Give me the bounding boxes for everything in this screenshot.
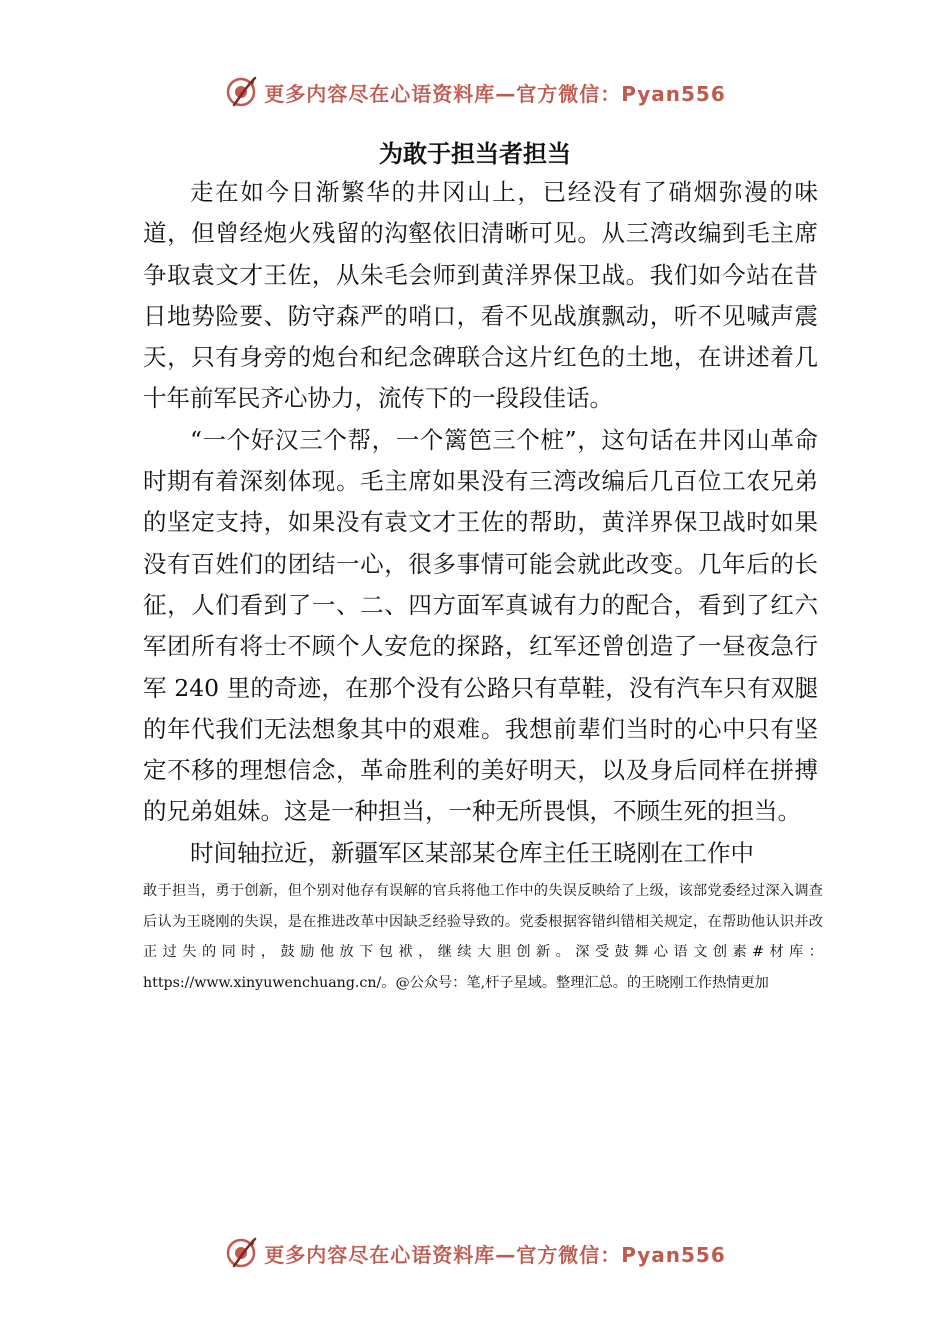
footer-banner (0, 1233, 950, 1273)
paragraph-2: “一个好汉三个帮，一个篱笆三个桩”，这句话在井冈山革命时期有着深刻体现。毛主席如果没有三湾改编后几百位工农兄弟的坚定支持，如果没有袁文才王佐的帮助，黄洋界保卫战时如果没有百姓们的团结一心，很多事情可能会就此改变。几年后的长征，人们看到了一、二、四方面军真诚有力的配合，看到了红六军团所有将士不顾个人安危的探路，红军还曾创造了一昼夜急行军 240 里的奇迹，在那个没有公路只有草鞋，没有汽车只有双腿的年代我们无法想象其中的艰难。我想前辈们当时的心中只有坚定不移的理想信念，革命胜利的美好明天，以及身后同样在拼搏的兄弟姐妹。这是一种担当，一种无所畏惧，不顾生死的担当。 (143, 425, 818, 826)
header-banner-content (224, 75, 726, 109)
header-banner-text: 更多内容尽在心语资料库—官方微信：Pyan556 (264, 81, 726, 106)
paragraph-1: 走在如今日渐繁华的井冈山上，已经没有了硝烟弥漫的味道，但曾经炮火残留的沟壑依旧清晰可见。从三湾改编到毛主席争取袁文才王佐，从朱毛会师到黄洋界保卫战。我们如今站在昔日地势险要、防守森严的哨口，看不见战旗飘动，听不见喊声震天，只有身旁的炮台和纪念碑联合这片红色的土地，在讲述着几十年前军民齐心协力，流传下的一段段佳话。 (143, 178, 818, 413)
document-title: 为敢于担当者担当 (379, 140, 571, 168)
small-print-paragraph: 敢于担当，勇于创新，但个别对他存有误解的官兵将他工作中的失误反映给了上级，该部党委经过深入调查后认为王晓刚的失误，是在推进改革中因缺乏经验导致的。党委根据容错纠错相关规定，在帮助他认识并改正过失的同时，鼓励他放下包袱，继续大胆创新。深受鼓舞心语文创素#材库：https://www.xinyuwenchuang.cn/。@公众号：笔,杆子星域。整理汇总。的王晓刚工作热情更加 (143, 883, 823, 991)
quill-circle-logo-icon (224, 75, 258, 109)
quill-circle-logo-icon (224, 1236, 258, 1270)
paragraph-3: 时间轴拉近，新疆军区某部某仓库主任王晓刚在工作中 (190, 838, 754, 867)
header-banner (0, 72, 950, 112)
footer-banner-content (224, 1236, 726, 1270)
document-body (143, 172, 818, 874)
footer-banner-text: 更多内容尽在心语资料库—官方微信：Pyan556 (264, 1242, 726, 1267)
